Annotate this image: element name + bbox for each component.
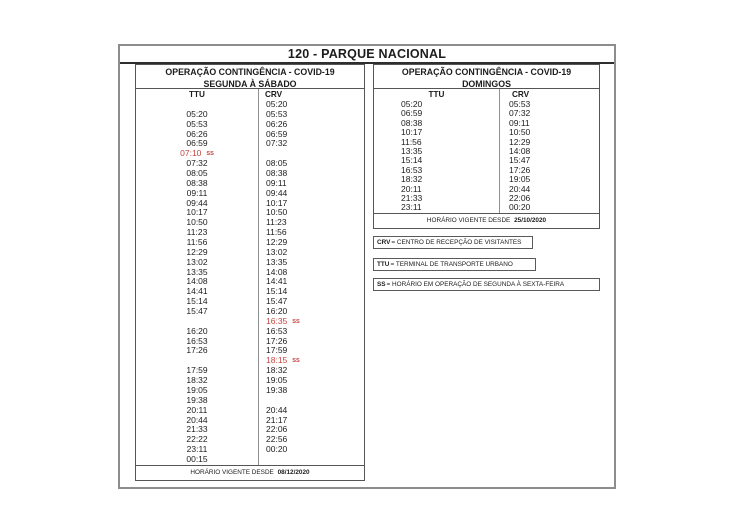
footer-date: 25/10/2020 [514,217,547,224]
table-header-sunday [374,65,599,89]
time-value: 18:32 [266,365,288,376]
time-value: 18:15 [266,355,288,366]
time-value: 17:59 [186,365,208,376]
time-value: 11:56 [401,136,422,147]
time-value: 15:47 [266,296,288,307]
time-value: 08:38 [186,177,208,188]
table-header-line2: DOMINGOS [462,79,511,89]
legend-text: = CENTRO DE RECEPÇÃO DE VISITANTES [391,239,522,246]
time-value: 08:05 [186,168,208,179]
table-row [374,203,599,212]
time-value: 00:20 [509,202,531,213]
table-row [136,258,364,268]
table-row [136,248,364,258]
time-value: 21:33 [186,424,208,435]
table-row [136,199,364,209]
table-header-line1: OPERAÇÃO CONTINGÊNCIA - COVID-19 [401,67,572,77]
crv-time-cell [499,203,599,212]
ttu-time-cell [374,185,499,194]
time-value: 18:32 [186,375,208,386]
time-value: 19:05 [186,384,208,395]
time-value: 09:44 [186,197,208,208]
time-value: 11:23 [266,217,287,228]
ttu-time-cell [374,147,499,156]
table-row [136,189,364,199]
time-value: 11:23 [186,227,208,238]
table-row [136,386,364,396]
crv-time-cell [258,386,364,396]
time-rows [374,100,599,213]
ttu-time-cell [136,455,258,465]
table-row [136,337,364,347]
time-value: 07:32 [509,108,531,119]
time-value: 20:11 [401,183,422,194]
time-value: 19:38 [186,394,208,405]
time-value: 14:41 [266,276,288,287]
time-value: 23:11 [186,444,208,455]
time-value: 05:53 [186,118,208,129]
time-value: 16:35 [266,315,288,326]
timetable-sheet [118,44,616,489]
table-row [136,120,364,130]
table-row [136,238,364,248]
legend-ss [373,278,600,291]
time-value: 18:32 [401,174,423,185]
time-value: 09:11 [509,117,530,128]
time-value: 14:08 [186,276,208,287]
time-value: 13:35 [186,266,208,277]
time-value: 10:50 [266,207,288,218]
time-value: 07:10 [180,148,202,159]
table-row [136,307,364,317]
time-value: 22:06 [266,424,288,435]
table-header-line2: SEGUNDA À SÁBADO [203,79,297,89]
column-header-crv: CRV [512,90,530,99]
time-value: 10:50 [509,127,531,138]
time-value: 19:05 [266,375,288,386]
ttu-time-cell [374,119,499,128]
time-value: 13:35 [266,256,288,267]
table-row [136,110,364,120]
time-value: 16:53 [186,335,208,346]
time-value: 09:11 [266,177,287,188]
time-value: 10:50 [186,217,208,228]
time-value: 10:17 [266,197,288,208]
time-value: 05:53 [509,99,531,109]
legend-crv [373,236,533,249]
table-footer-weekday [136,465,364,480]
time-value: 15:14 [186,296,208,307]
ttu-time-cell [374,100,499,109]
table-row [136,179,364,189]
time-value: 08:05 [266,158,288,169]
table-row [136,406,364,416]
table-row [136,149,364,159]
time-value: 11:56 [186,237,208,248]
legend-abbr: CRV [377,239,391,246]
table-row [136,327,364,337]
time-value: 20:44 [186,414,208,425]
table-row [136,445,364,455]
ttu-time-cell [374,203,499,212]
table-row [136,455,364,465]
time-value: 09:11 [186,187,208,198]
time-value: 14:41 [186,286,208,297]
table-row [136,277,364,287]
time-value: 15:47 [509,155,531,166]
legend-ttu [373,258,536,271]
legend-abbr: TTU [377,261,390,268]
legend-abbr: SS [377,281,386,288]
time-value: 13:02 [266,246,288,257]
table-row [136,100,364,110]
time-value: 05:20 [266,99,288,109]
time-value: 22:56 [266,434,288,445]
time-value: 19:05 [509,174,531,185]
table-row [136,435,364,445]
table-row [136,376,364,386]
table-row [136,317,364,327]
time-value: 21:33 [401,192,423,203]
time-value: 17:26 [266,335,288,346]
table-row [136,346,364,356]
ss-marker: SS [292,318,300,325]
time-value: 06:59 [401,108,423,119]
time-value: 16:20 [266,306,288,317]
time-value: 17:26 [509,164,531,175]
time-value: 09:44 [266,187,288,198]
time-value: 10:17 [401,127,423,138]
table-row [136,139,364,149]
table-row [136,287,364,297]
table-row [136,366,364,376]
ttu-time-cell [136,346,258,356]
time-value: 22:22 [186,434,208,445]
timetable-weekday [135,64,365,481]
time-value: 08:38 [401,117,423,128]
column-divider [258,89,259,465]
table-footer-sunday [374,213,599,228]
table-row [136,218,364,228]
time-value: 10:17 [186,207,208,218]
column-headers [136,89,364,100]
time-value: 23:11 [401,202,422,213]
time-value: 11:56 [266,227,287,238]
table-header-line1: OPERAÇÃO CONTINGÊNCIA - COVID-19 [165,67,335,77]
ttu-time-cell [374,156,499,165]
crv-time-cell [258,455,364,465]
ttu-time-cell [374,138,499,147]
time-value: 16:53 [266,325,288,336]
table-row [136,297,364,307]
ttu-time-cell [136,307,258,317]
table-row [136,169,364,179]
table-row [136,159,364,169]
legend-text: = TERMINAL DE TRANSPORTE URBANO [390,261,513,268]
time-value: 00:15 [186,453,208,464]
time-value: 17:59 [266,345,288,356]
time-value: 12:29 [509,136,531,147]
table-row [136,208,364,218]
time-value: 12:29 [266,237,288,248]
crv-time-cell [258,139,364,149]
time-value: 05:20 [186,108,208,119]
time-value: 06:59 [266,128,288,139]
time-value: 07:32 [186,158,208,169]
table-header-weekday [136,65,364,89]
table-body [374,89,599,213]
time-value: 05:53 [266,108,288,119]
time-value: 20:44 [266,404,288,415]
column-header-ttu: TTU [189,90,205,99]
legend-text: = HORÁRIO EM OPERAÇÃO DE SEGUNDA À SEXTA-FEIRA [386,281,565,288]
column-header-crv: CRV [265,90,283,99]
time-value: 06:59 [186,138,208,149]
crv-time-cell [258,445,364,455]
table-row [136,396,364,406]
time-value: 06:26 [266,118,288,129]
time-value: 17:26 [186,345,208,356]
column-divider [499,89,500,213]
ttu-time-cell [374,175,499,184]
time-value: 20:44 [509,183,531,194]
ttu-time-cell [374,109,499,118]
time-value: 19:38 [266,384,288,395]
time-value: 16:20 [186,325,208,336]
time-value: 15:47 [186,306,208,317]
table-row [136,425,364,435]
time-value: 13:35 [401,145,423,156]
time-value: 14:08 [266,266,288,277]
ttu-time-cell [374,194,499,203]
page-title: 120 - PARQUE NACIONAL [120,46,614,64]
ttu-time-cell [374,166,499,175]
time-value: 08:38 [266,168,288,179]
time-value: 20:11 [186,404,208,415]
column-header-ttu: TTU [428,90,445,99]
footer-text: HORÁRIO VIGENTE DESDE [190,469,274,476]
ttu-time-cell [374,128,499,137]
time-value: 15:14 [401,155,423,166]
table-row [136,356,364,366]
time-value: 06:26 [186,128,208,139]
table-row [136,268,364,278]
footer-text: HORÁRIO VIGENTE DESDE [426,217,511,224]
ss-marker: SS [292,358,300,365]
time-rows [136,100,364,465]
table-row [136,228,364,238]
time-value: 21:17 [266,414,288,425]
time-value: 12:29 [186,246,208,257]
table-body [136,89,364,465]
table-row [136,416,364,426]
table-row [136,130,364,140]
time-value: 05:20 [401,99,423,109]
time-value: 07:32 [266,138,288,149]
time-value: 15:14 [266,286,288,297]
timetable-sunday [373,64,600,229]
footer-date: 08/12/2020 [277,469,310,476]
time-value: 00:20 [266,444,288,455]
time-value: 14:08 [509,145,531,156]
time-value: 16:53 [401,164,423,175]
time-value: 13:02 [186,256,208,267]
time-value: 22:06 [509,192,531,203]
ss-marker: SS [206,151,214,158]
